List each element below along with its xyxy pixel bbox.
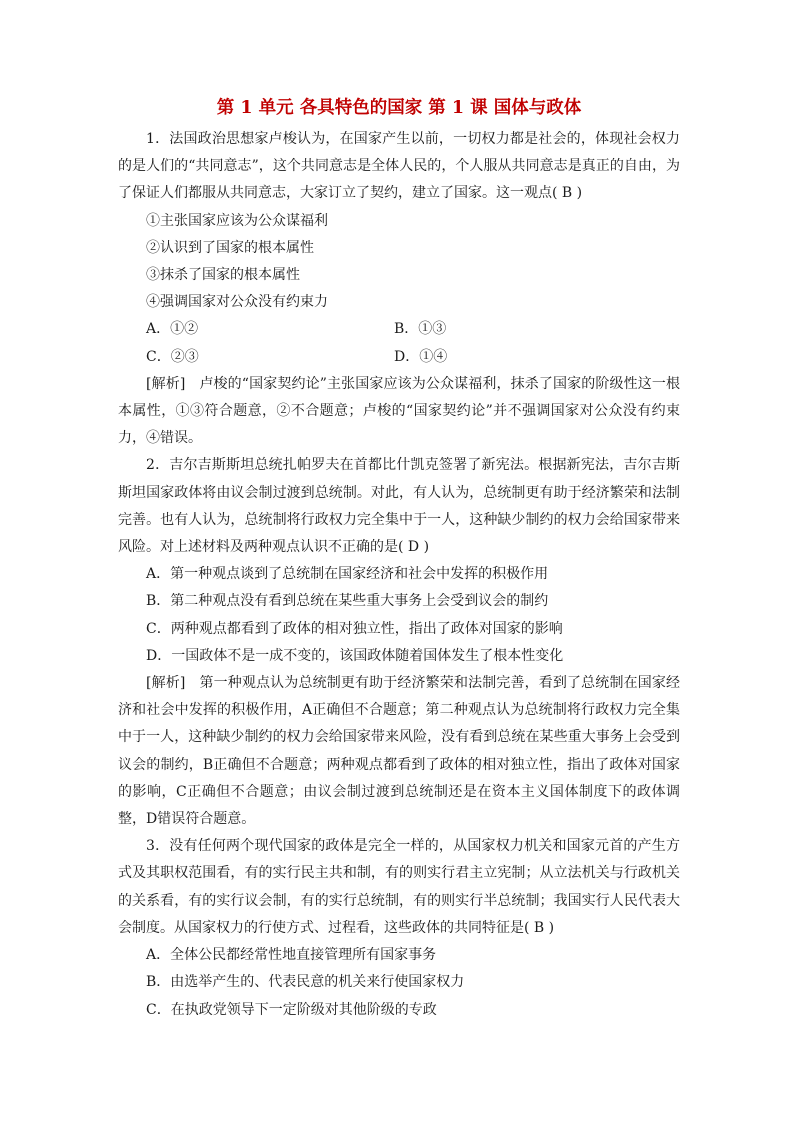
question-1-item-3: ③抹杀了国家的根本属性 xyxy=(146,267,300,284)
question-2-option-c: C．两种观点都看到了政体的相对独立性，指出了政体对国家的影响 xyxy=(146,620,563,637)
question-1-option-b: B．①③ xyxy=(394,321,447,338)
question-3-stem: 3．没有任何两个现代国家的政体是完全一样的，从国家权力机关和国家元首的产生方式及其职权范围看，有的实行民主共和制，有的则实行君主立宪制；从立法机关与行政机关的关系看，有的实行议会制，有的实行总统制，有的则实行半总统制；我国实行人民代表大会制度。从国家权力的行使方式、过程看，这些政体的共同特征是( B ) xyxy=(118,838,680,936)
question-1-stem: 1．法国政治思想家卢梭认为，在国家产生以前，一切权力都是社会的，体现社会权力的是人们的“共同意志”，这个共同意志是全体人民的，个人服从共同意志是真正的自由，为了保证人们都服从共同意志，大家订立了契约，建立了国家。这一观点( B ) xyxy=(118,131,680,202)
analysis-label: [解析] xyxy=(146,375,186,392)
page-title: 第 1 单元 各具特色的国家 第 1 课 国体与政体 xyxy=(216,98,582,118)
question-1-item-4: ④强调国家对公众没有约束力 xyxy=(146,294,328,311)
question-2-option-d: D．一国政体不是一成不变的，该国政体随着国体发生了根本性变化 xyxy=(146,647,564,664)
question-2-option-b: B．第二种观点没有看到总统在某些重大事务上会受到议会的制约 xyxy=(146,593,549,610)
question-3-option-b: B．由选举产生的、代表民意的机关来行使国家权力 xyxy=(146,974,465,991)
question-1-option-a: A．①② xyxy=(146,321,199,338)
analysis-text: 第一种观点认为总统制更有助于经济繁荣和法制完善，看到了总统制在国家经济和社会中发挥的积极作用，A正确但不合题意；第二种观点认为总统制将行政权力完全集中于一人，这种缺少制约的权力会给国家带来风险，没有看到总统在某些重大事务上会受到议会的制约，B正确但不合题意；两种观点都看到了政体的相对独立性，指出了政体对国家的影响，C正确但不合题意；由议会制过渡到总统制还是在资本主义国体制度下的政体调整，D错误符合题意。 xyxy=(118,675,680,828)
question-1-option-d: D．①④ xyxy=(394,348,448,365)
question-2-option-a: A．第一种观点谈到了总统制在国家经济和社会中发挥的积极作用 xyxy=(146,566,549,583)
question-1-options-row-1 xyxy=(118,316,680,343)
document-page xyxy=(118,96,680,1024)
analysis-label: [解析] xyxy=(146,675,186,692)
question-3-option-a: A．全体公民都经常性地直接管理所有国家事务 xyxy=(146,947,437,964)
question-2-analysis xyxy=(118,670,680,833)
question-1-option-c: C．②③ xyxy=(146,348,199,365)
question-2-stem: 2．吉尔吉斯斯坦总统扎帕罗夫在首都比什凯克签署了新宪法。根据新宪法，吉尔吉斯斯坦国家政体将由议会制过渡到总统制。对此，有人认为，总统制更有助于经济繁荣和法制完善。也有人认为，总统制将行政权力完全集中于一人，这种缺少制约的权力会给国家带来风险。对上述材料及两种观点认识不正确的是( D ) xyxy=(118,457,680,556)
question-1-item-1: ①主张国家应该为公众谋福利 xyxy=(146,212,328,229)
question-1-options-row-2 xyxy=(118,344,680,371)
question-1-analysis xyxy=(118,371,680,453)
question-3-option-c: C．在执政党领导下一定阶级对其他阶级的专政 xyxy=(146,1001,437,1018)
analysis-text: 卢梭的“国家契约论”主张国家应该为公众谋福利，抹杀了国家的阶级性这一根本属性，①③符合题意，②不合题意；卢梭的“国家契约论”并不强调国家对公众没有约束力，④错误。 xyxy=(118,375,680,447)
question-1-item-2: ②认识到了国家的根本属性 xyxy=(146,239,314,256)
